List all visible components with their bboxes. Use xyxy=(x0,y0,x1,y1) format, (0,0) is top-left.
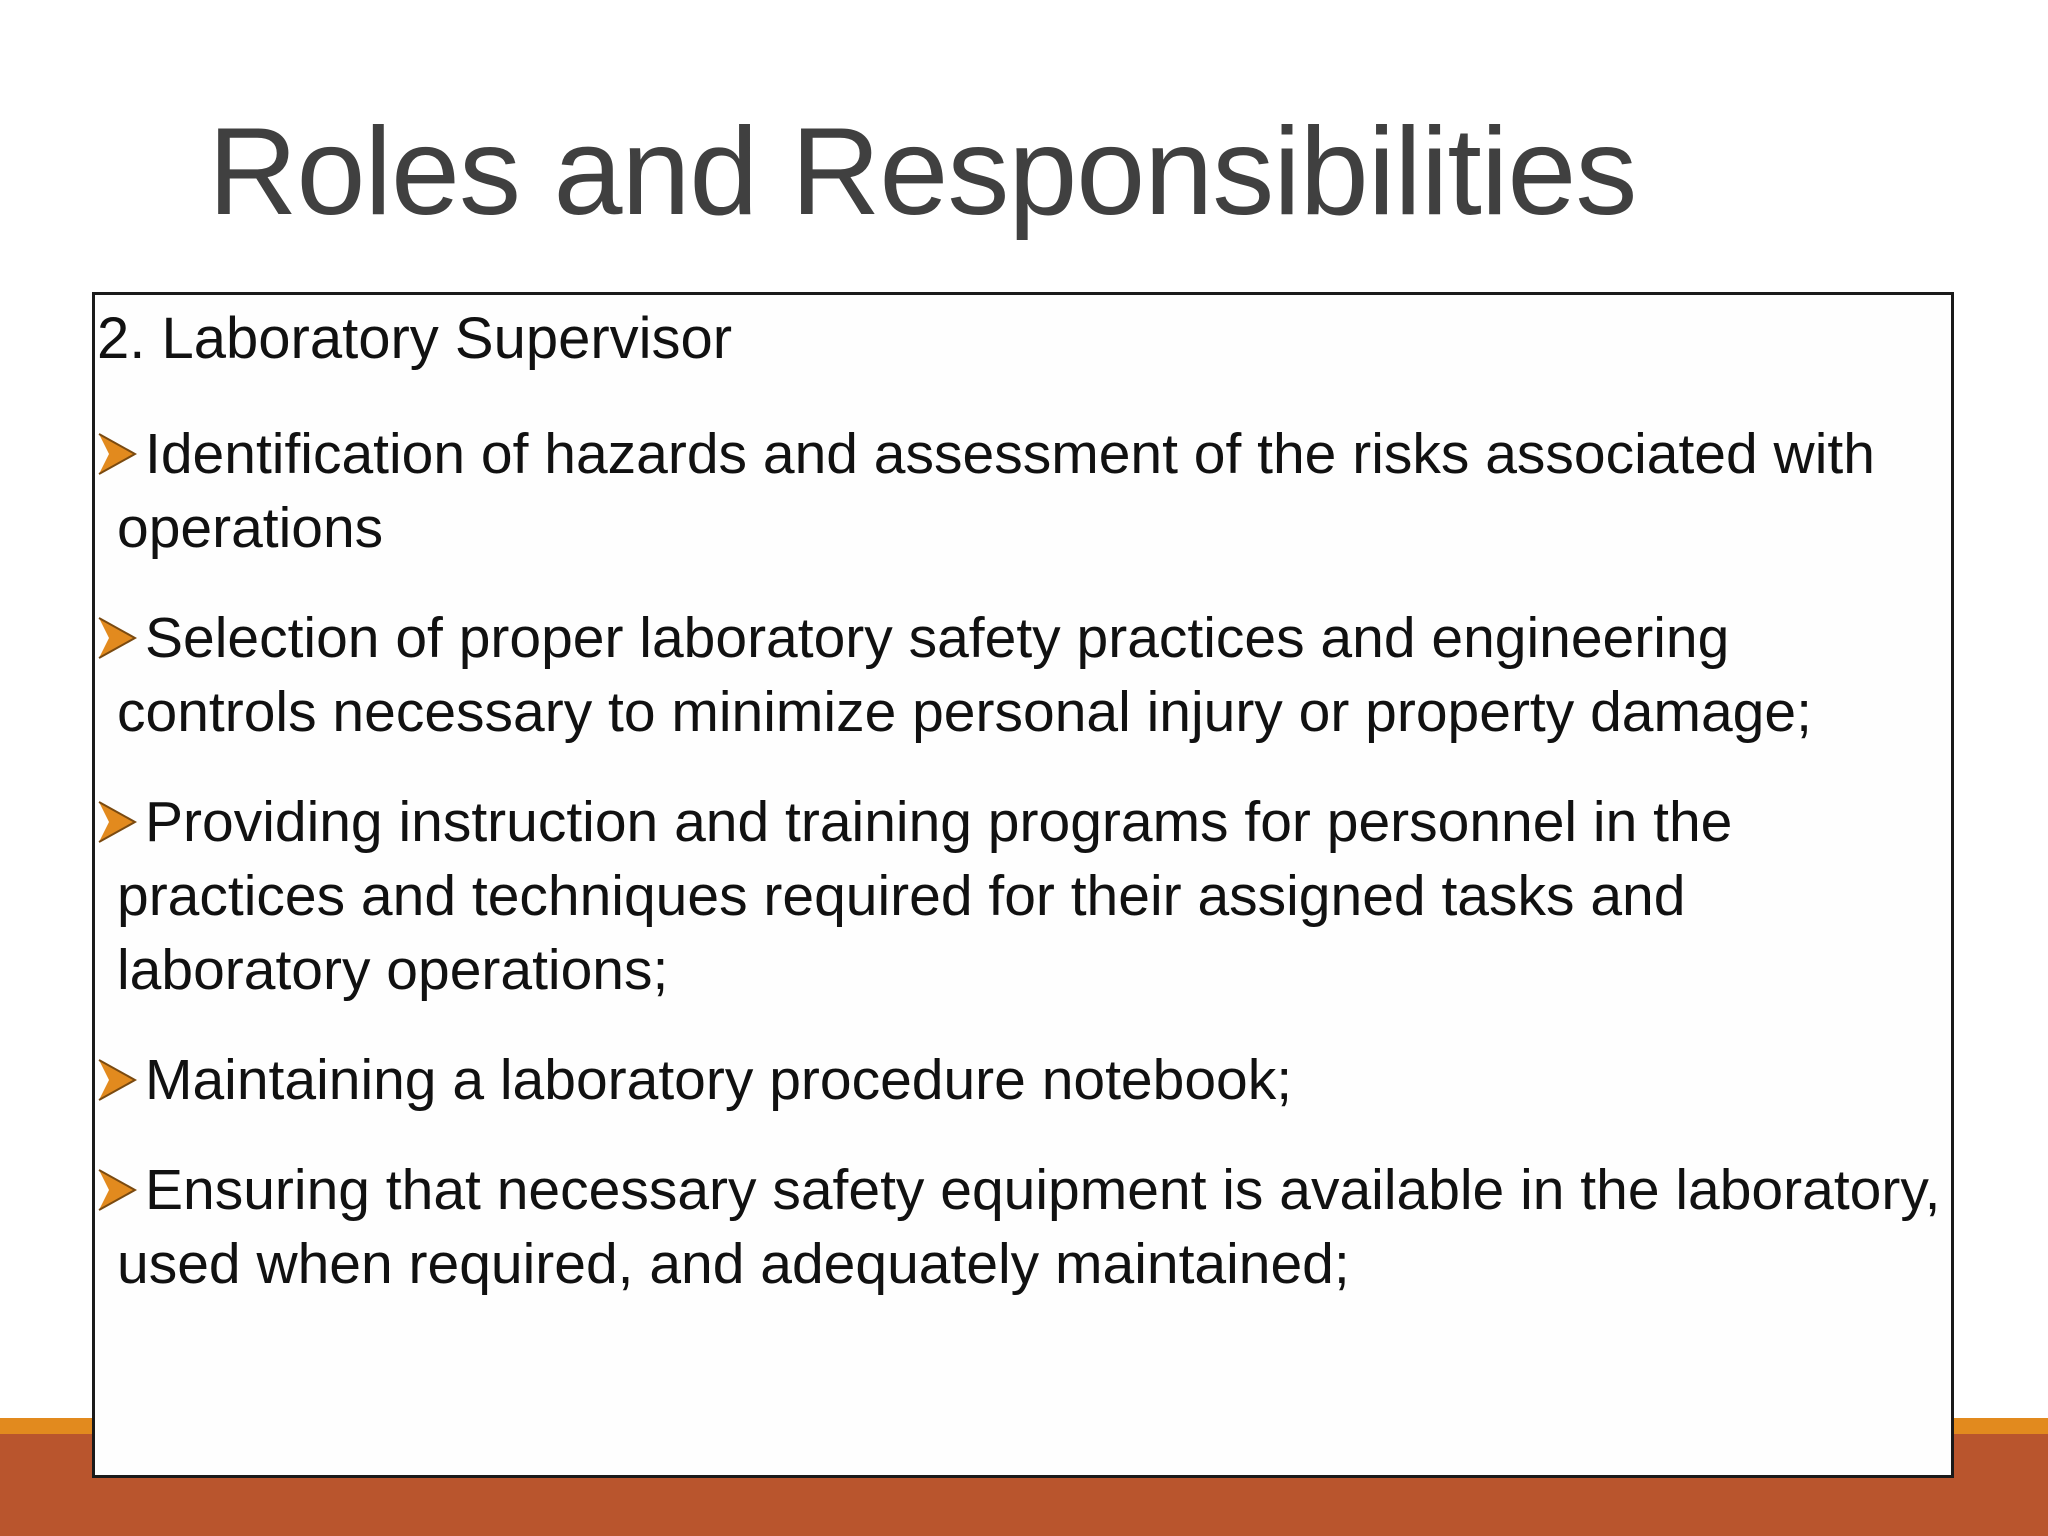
list-item xyxy=(95,785,1951,1007)
arrowhead-bullet-icon xyxy=(97,1057,137,1103)
arrowhead-bullet-icon xyxy=(97,1167,137,1213)
list-item xyxy=(95,417,1951,565)
bullet-text: Maintaining a laboratory procedure notebook; xyxy=(145,1048,1293,1112)
content-text-box xyxy=(92,292,1954,1478)
arrowhead-bullet-icon xyxy=(97,431,137,477)
bullet-text: Providing instruction and training programs for personnel in the practices and techniques required for their assigned tasks and laboratory operations; xyxy=(117,790,1733,1002)
arrowhead-bullet-icon xyxy=(97,615,137,661)
section-heading: 2. Laboratory Supervisor xyxy=(97,306,733,371)
bullet-text: Selection of proper laboratory safety practices and engineering controls necessary to minimize personal injury or property damage; xyxy=(117,606,1812,744)
arrowhead-bullet-icon xyxy=(97,799,137,845)
bullet-text: Ensuring that necessary safety equipment is available in the laboratory, used when required, and adequately maintained; xyxy=(117,1158,1941,1296)
bullet-text: Identification of hazards and assessment of the risks associated with operations xyxy=(117,422,1875,560)
list-item xyxy=(95,1043,1951,1117)
responsibility-list xyxy=(95,417,1951,1337)
list-item xyxy=(95,601,1951,749)
list-item xyxy=(95,1153,1951,1301)
slide-title: Roles and Responsibilities xyxy=(208,103,1637,241)
